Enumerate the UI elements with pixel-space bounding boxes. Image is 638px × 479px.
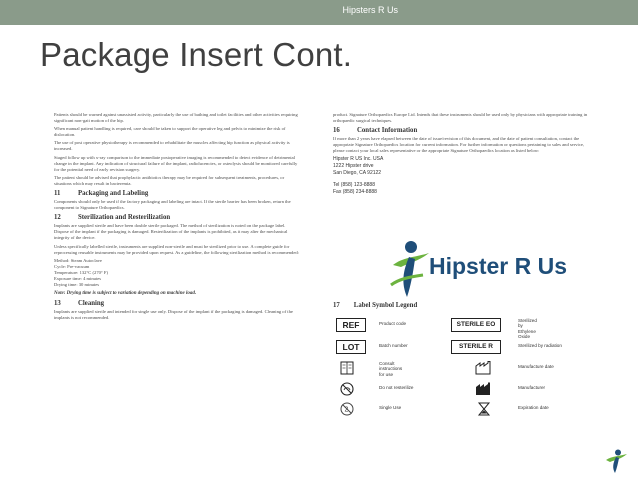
legend-label: Do not resterilize [379,385,414,390]
contact-line: 1222 Hipster drive [333,163,374,170]
section-title: Label Symbol Legend [353,302,418,309]
manufacture-date-icon [475,361,493,375]
legend-label: Product code [379,321,407,326]
section-heading-sterilization [54,214,301,221]
section-number: 16 [333,127,340,135]
document-paragraph: Unless specifically labelled sterile, instruments are supplied non-sterile and must be sterilized prior to use. A complete guide for reprocessing reusable instruments may be provided upon request. As a guideline, the following sterilization method is recommended: [54,243,299,255]
contact-block [333,156,593,195]
section-number: 11 [54,190,61,198]
method-line: Cycle: Pre-vacuum [54,263,90,269]
document-right-column [333,112,593,195]
section-title: Contact Information [357,127,418,135]
contact-line: San Diego, CA 92122 [333,169,382,176]
slide-title: Package Insert Cont. [40,36,353,73]
section-heading-cleaning [54,300,301,307]
logo-text: Hipster R Us [429,253,568,279]
no-resterilize-icon [338,382,356,396]
legend-label: Manufacture date [518,364,554,369]
section-number: 12 [54,214,61,222]
single-use-icon [338,402,356,416]
legend-label: Expiration date [518,405,549,410]
legend-label: Sterilized by Ethylene Oxide [518,318,537,340]
document-paragraph: Components should only be used if the factory packaging and labeling are intact. If the sterile barrier has been broken, return the component to Signature Orthopaedics. [54,199,291,211]
legend-label: Single Use [379,405,402,410]
legend-label: Manufacturer [518,385,546,390]
method-line: Drying time: 30 minutes [54,282,100,288]
method-line: Temperature: 132°C (270° F) [54,269,108,275]
document-paragraph: The use of post operative physiotherapy is recommended to rehabilitate the muscles affecting hip function as physical activity is increased. [54,140,290,152]
hipster-logo [387,235,567,301]
sterile-eo-symbol: STERILE EO [451,318,501,332]
legend-label: Batch number [379,343,408,348]
section-title: Packaging and Labeling [78,190,149,198]
svg-text:2: 2 [344,406,349,414]
section-heading-packaging [54,190,301,197]
section-heading-legend [333,302,417,309]
ref-symbol: REF [336,318,366,332]
document-paragraph: Staged follow up with x-ray comparison to the immediate postoperative imaging is recommended to detect evidence of detrimental change in the implant. Any indication of structural failure of the implant, radiolucencies, or osteolysis should be monitored carefully for the potential need of early revision surgery. [54,154,298,172]
contact-line: Tel (858) 123-8888 [333,182,375,189]
document-paragraph: Implants are supplied sterile and have been double sterile packaged. The method of sterilization is noted on the package label. Dispose of the implant if the packaging is damaged. Resterilization of the implants is prohibited, as it may alter the mechanical integrity of the device. [54,223,288,241]
section-heading-contact [333,127,593,134]
method-line: Exposure time: 4 minutes [54,275,102,281]
header-title: Hipsters R Us [342,5,398,15]
document-paragraph: When manual patient handling is required, care should be taken to support the operative leg and pelvis to minimize the risk of dislocation. [54,126,286,138]
document-paragraph: The patient should be advised that prophylactic antibiotics therapy may be required for subsequent treatments, procedures, or situations which may result in bacteremia. [54,174,285,186]
lot-symbol: LOT [336,340,366,354]
document-paragraph: Implants are supplied sterile and intended for single use only. Dispose of the implant if the packaging is damaged. Cleaning of the implants is not recommended. [54,309,293,321]
document-paragraph: If more than 2 years have elapsed between the date of issue/revision of this document, and the date of patient consultation, contact the appropriate Signature Orthopaedics location for current information. For further information or questions pertaining to sales and service, please contact your local sales representative or the appropriate Signature Orthopaedics location as listed below: [333,136,585,154]
legend-label: Consult instructions for use [379,361,403,377]
manufacturer-icon [475,382,493,396]
section-title: Sterilization and Resterilization [78,214,171,222]
section-title: Cleaning [78,300,105,308]
corner-logo-icon [604,448,628,474]
book-icon [338,361,356,375]
section-number: 17 [333,302,340,309]
document-paragraph: product. Signature Orthopaedics Europe Ltd. Intends that these instruments should be used only by physicians with appropriate training in orthopaedic surgical techniques. [333,112,588,124]
document-paragraph: Patients should be warned against unassisted activity, particularly the use of bathing and toilet facilities and other activities requiring significant non-gait motion of the hip. [54,112,298,124]
drying-note: Note: Drying time is subject to variation depending on machine load. [54,291,197,297]
document-left-column [54,112,301,323]
legend-label: Sterilized by radiation [518,343,562,348]
hipster-figure-icon [387,235,431,301]
sterile-r-symbol: STERILE R [451,340,501,354]
contact-line: Fax (858) 234-8888 [333,188,377,195]
hourglass-icon [475,402,493,416]
method-line: Method: Steam Autoclave [54,257,102,263]
contact-line: Hipster R US Inc. USA [333,156,384,163]
section-number: 13 [54,300,61,308]
top-bar [0,0,638,25]
